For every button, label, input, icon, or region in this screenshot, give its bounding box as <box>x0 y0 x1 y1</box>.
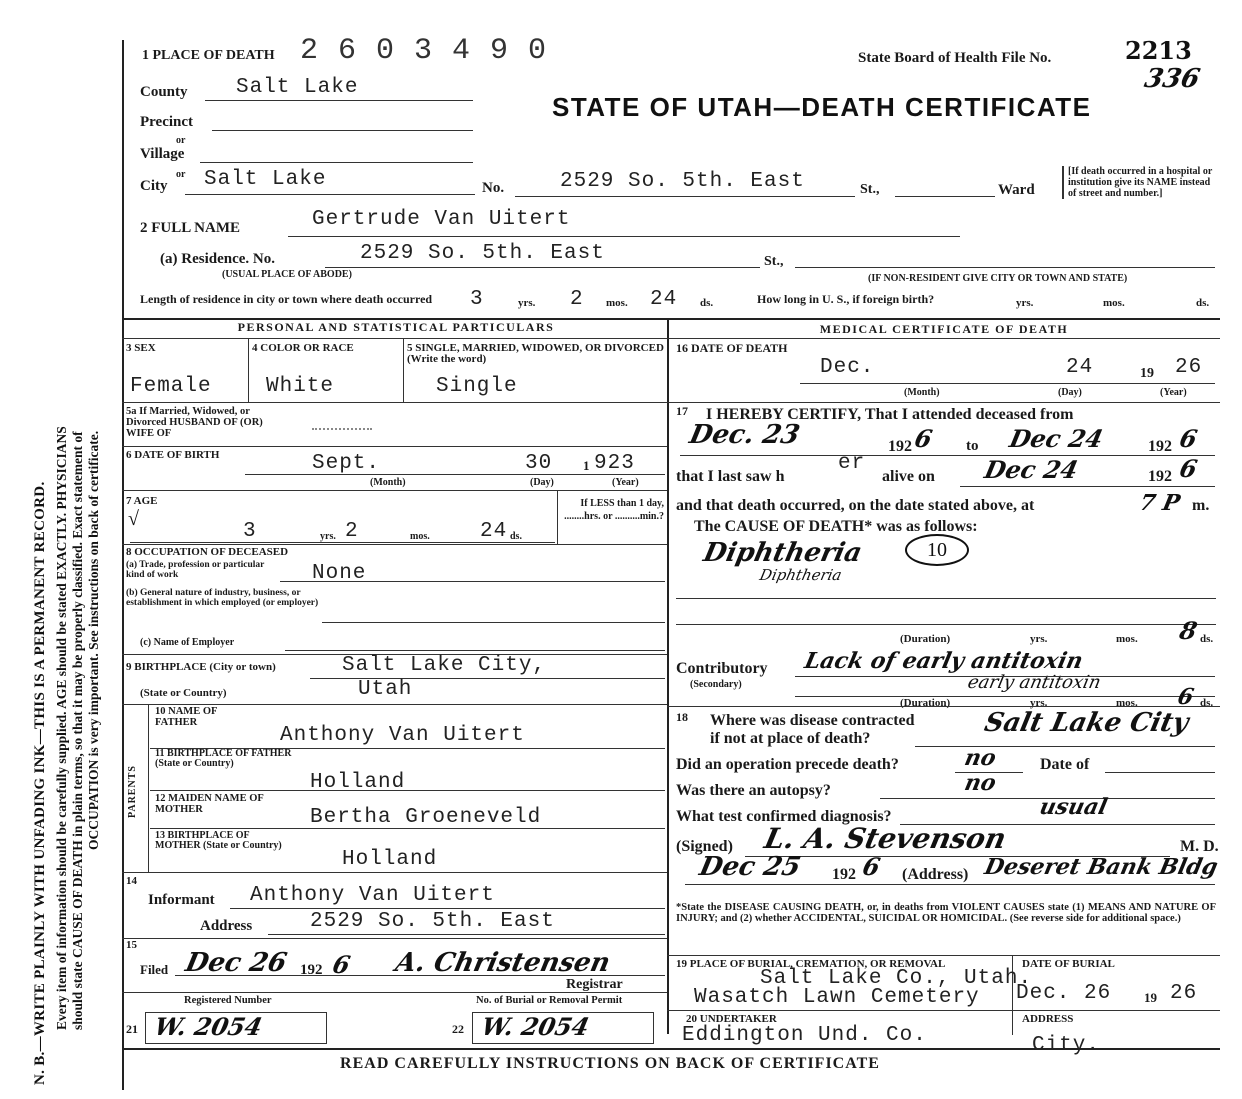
death-day-label: (Day) <box>1058 387 1082 398</box>
less-than-label: If LESS than 1 day, ........hrs. or ..........min.? <box>564 498 664 522</box>
dob-year-prefix: 1 <box>583 458 590 473</box>
duration-label-2: (Duration) <box>900 697 951 709</box>
age-days: 24 <box>480 520 508 543</box>
operation-label: Did an operation precede death? <box>676 756 899 773</box>
birthplace-state-label: (State or Country) <box>140 687 227 699</box>
registered-number: W. 2054 <box>151 1012 265 1041</box>
undertaker-address-label: ADDRESS <box>1022 1013 1074 1025</box>
cause-of-death-secondary: Diphtheria <box>758 566 844 584</box>
duration-days-value: 8 <box>1176 616 1200 645</box>
death-year-prefix: 19 <box>1140 366 1154 381</box>
state-file-number: 2213 <box>1125 36 1192 65</box>
registered-number-index: 21 <box>126 1022 138 1036</box>
length-residence-label: Length of residence in city or town where death occurred <box>140 292 433 306</box>
precinct-label: Precinct <box>140 114 194 130</box>
death-year-label: (Year) <box>1160 387 1187 398</box>
attended-to-date: Dec 24 <box>1006 424 1106 453</box>
signed-year-prefix: 192 <box>832 866 856 883</box>
undertaker-address: City. <box>1032 1034 1101 1057</box>
birthplace-label: 9 BIRTHPLACE (City or town) <box>126 661 276 673</box>
signed-year: 6 <box>859 852 883 881</box>
burial-year: 26 <box>1170 982 1198 1005</box>
age-checkmark: √ <box>128 508 139 530</box>
spouse-label: 5a If Married, Widowed, or Divorced HUSBAND OF (OR) WIFE OF <box>126 406 263 439</box>
medical-heading: MEDICAL CERTIFICATE OF DEATH <box>819 322 1069 336</box>
undertaker-name: Eddington Und. Co. <box>682 1024 927 1047</box>
mother-birthplace: Holland <box>342 848 438 871</box>
alive-on-date: Dec 24 <box>981 455 1081 484</box>
informant-address: 2529 So. 5th. East <box>310 910 555 933</box>
full-name-value: Gertrude Van Uitert <box>312 208 571 231</box>
sex-value: Female <box>130 375 212 398</box>
side-instruction-line2: Every item of information should be carefully supplied. AGE should be stated EXACTLY. PHYSICIANS <box>54 426 69 1030</box>
side-instruction-line3: should state CAUSE OF DEATH in plain terms, so that it may be properly classified. Exact statement of <box>70 431 85 1030</box>
length-years: 3 <box>470 288 484 311</box>
registered-number-label: Registered Number <box>184 995 272 1006</box>
certify-text: I HEREBY CERTIFY, That I attended deceased from <box>706 406 1074 423</box>
occupation-label: 8 OCCUPATION OF DECEASED <box>126 546 289 558</box>
duration-mos-2: mos. <box>1116 697 1138 709</box>
dob-label: 6 DATE OF BIRTH <box>126 449 220 461</box>
death-date-label: 16 DATE OF DEATH <box>676 341 788 355</box>
filed-year: 6 <box>329 950 353 979</box>
informant-name: Anthony Van Uitert <box>250 884 495 907</box>
sex-label: 3 SEX <box>126 342 156 354</box>
state-file-label: State Board of Health File No. <box>858 50 1052 66</box>
cause-label: The CAUSE OF DEATH* was as follows: <box>694 518 978 535</box>
death-month-label: (Month) <box>904 387 940 398</box>
death-occurred-label: and that death occurred, on the date stated above, at <box>676 497 1035 514</box>
duration-ds-1: ds. <box>1200 633 1214 645</box>
death-day: 24 <box>1066 356 1094 379</box>
place-of-death-label: 1 PLACE OF DEATH <box>142 48 275 63</box>
medical-footnote: *State the DISEASE CAUSING DEATH, or, in deaths from VIOLENT CAUSES state (1) MEANS AND NATURE OF INJURY; and (2) whether ACCIDENTAL, SUICIDAL OR HOMICIDAL. (See reverse side for additional space.) <box>676 902 1216 924</box>
informant-address-label: Address <box>200 918 253 934</box>
street-no-label: No. <box>482 180 505 196</box>
dob-year: 923 <box>594 452 635 475</box>
father-birthplace-label: 11 BIRTHPLACE OF FATHER (State or Country) <box>155 748 292 769</box>
burial-permit-number: W. 2054 <box>478 1012 592 1041</box>
dob-day-label: (Day) <box>530 477 554 488</box>
age-yrs-label: yrs. <box>320 531 336 542</box>
father-name-label: 10 NAME OF FATHER <box>155 706 218 728</box>
filed-year-prefix: 192 <box>300 962 323 978</box>
disease-number: 18 <box>676 710 688 724</box>
occupation-value: None <box>312 562 367 585</box>
death-time: 7 P <box>1137 490 1183 516</box>
cause-code-circle: 10 <box>905 534 969 566</box>
signed-label: (Signed) <box>676 838 733 855</box>
physician-address: Deseret Bank Bldg <box>982 854 1221 880</box>
death-month: Dec. <box>820 356 875 379</box>
duration-mos-1: mos. <box>1116 633 1138 645</box>
side-instruction-line4: OCCUPATION is very important. See instructions on back of certificate. <box>86 430 101 850</box>
color-label: 4 COLOR OR RACE <box>252 342 354 354</box>
burial-date: Dec. 26 <box>1016 982 1112 1005</box>
registrar-label: Registrar <box>566 977 623 992</box>
autopsy-label: Was there an autopsy? <box>676 782 831 799</box>
burial-year-prefix: 19 <box>1144 990 1157 1005</box>
city-label: City <box>140 178 168 194</box>
duration-yrs-2: yrs. <box>1030 697 1048 709</box>
age-years: 3 <box>243 520 257 543</box>
length-months: 2 <box>570 288 584 311</box>
undertaker-label: 20 UNDERTAKER <box>686 1013 777 1025</box>
us-residence-label: How long in U. S., if foreign birth? <box>757 292 935 306</box>
certify-number: 17 <box>676 404 688 418</box>
state-file-number-handwritten: 336 <box>1141 64 1203 94</box>
birthplace-city: Salt Lake City, <box>342 654 547 677</box>
mother-name-label: 12 MAIDEN NAME OF MOTHER <box>155 793 264 815</box>
burial-permit-index: 22 <box>452 1022 464 1036</box>
age-ds-label: ds. <box>510 531 522 542</box>
filed-label: Filed <box>140 962 169 977</box>
personal-heading: PERSONAL AND STATISTICAL PARTICULARS <box>237 320 555 334</box>
informant-number: 14 <box>126 875 137 887</box>
us-yrs-label: yrs. <box>1016 297 1034 309</box>
county-value: Salt Lake <box>236 76 359 99</box>
autopsy-value: no <box>962 770 999 796</box>
residence-sublabel: (USUAL PLACE OF ABODE) <box>222 269 352 280</box>
alive-on-label: alive on <box>882 468 935 485</box>
dob-day: 30 <box>525 452 553 475</box>
certificate-number: 2 6 0 3 4 9 0 <box>300 34 548 68</box>
parents-label: PARENTS <box>127 765 138 818</box>
duration-ds-2: ds. <box>1200 697 1214 709</box>
duration-label-1: (Duration) <box>900 633 951 645</box>
burial-place-label: 19 PLACE OF BURIAL, CREMATION, OR REMOVAL <box>676 958 946 970</box>
father-name: Anthony Van Uitert <box>280 724 525 747</box>
death-time-m: m. <box>1192 497 1210 514</box>
attended-to-label: to <box>966 438 979 454</box>
secondary-label: (Secondary) <box>690 679 742 690</box>
ward-note: [If death occurred in a hospital or institution give its NAME instead of street and number.] <box>1062 166 1220 199</box>
birthplace-state: Utah <box>358 678 413 701</box>
contributory-days-value: 6 <box>1175 684 1197 710</box>
attended-to-year-prefix: 192 <box>1148 438 1172 455</box>
test-value: usual <box>1037 794 1110 820</box>
contributory-label: Contributory <box>676 660 768 677</box>
age-label: 7 AGE <box>126 495 158 507</box>
disease-contracted-label2: if not at place of death? <box>710 730 871 747</box>
footer-instructions: READ CAREFULLY INSTRUCTIONS ON BACK OF CERTIFICATE <box>340 1055 880 1072</box>
or-label-2: or <box>176 169 186 180</box>
occupation-b-label: (b) General nature of industry, business, or establishment in which employed (or employer) <box>126 588 319 608</box>
informant-label: Informant <box>148 892 215 908</box>
spouse-value-smudge <box>312 428 372 436</box>
street-st-label: St., <box>860 182 880 197</box>
filed-date: Dec 26 <box>182 948 290 978</box>
dob-month: Sept. <box>312 452 381 475</box>
last-saw-er: er <box>838 452 866 475</box>
side-instruction-line1: N. B.—WRITE PLAINLY WITH UNFADING INK—THIS IS A PERMANENT RECORD. <box>32 481 48 1085</box>
dob-month-label: (Month) <box>370 477 406 488</box>
contributory-cause-secondary: early antitoxin <box>965 672 1103 693</box>
disease-contracted-label: Where was disease contracted <box>710 712 915 729</box>
county-label: County <box>140 84 188 100</box>
residence-st-label: St., <box>764 254 784 269</box>
age-months: 2 <box>345 520 359 543</box>
father-birthplace: Holland <box>310 771 406 794</box>
ward-label: Ward <box>998 182 1035 198</box>
length-days: 24 <box>650 288 678 311</box>
last-saw-label: that I last saw h <box>676 468 785 485</box>
attended-from-year: 6 <box>911 424 935 453</box>
operation-date-label: Date of <box>1040 756 1090 773</box>
physician-address-label: (Address) <box>902 866 969 883</box>
occupation-a-label: (a) Trade, profession or particular kind of work <box>126 560 265 580</box>
employer-label: (c) Name of Employer <box>140 637 235 648</box>
filed-number: 15 <box>126 939 137 951</box>
burial-permit-label: No. of Burial or Removal Permit <box>476 995 623 1006</box>
or-label-1: or <box>176 135 186 146</box>
attended-from-year-prefix: 192 <box>888 438 912 455</box>
length-yrs-label: yrs. <box>518 297 536 309</box>
md-label: M. D. <box>1180 838 1219 855</box>
us-ds-label: ds. <box>1196 297 1210 309</box>
residence-label: (a) Residence. No. <box>160 251 275 267</box>
operation-value: no <box>962 745 999 771</box>
duration-yrs-1: yrs. <box>1030 633 1048 645</box>
length-ds-label: ds. <box>700 297 714 309</box>
contributory-cause: Lack of early antitoxin <box>802 648 1086 674</box>
death-year: 26 <box>1175 356 1203 379</box>
burial-date-label: DATE OF BURIAL <box>1022 958 1115 970</box>
alive-year: 6 <box>1176 454 1200 483</box>
mother-birthplace-label: 13 BIRTHPLACE OF MOTHER (State or Country) <box>155 830 282 851</box>
residence-value: 2529 So. 5th. East <box>360 242 605 265</box>
village-label: Village <box>140 146 185 162</box>
registrar-signature: A. Christensen <box>392 948 613 978</box>
color-value: White <box>266 375 335 398</box>
alive-year-prefix: 192 <box>1148 468 1172 485</box>
cause-of-death: Diphtheria <box>700 538 865 568</box>
marital-value: Single <box>436 375 518 398</box>
age-mos-label: mos. <box>410 531 430 542</box>
signed-date: Dec 25 <box>696 852 804 882</box>
attended-to-year: 6 <box>1176 424 1200 453</box>
mother-name: Bertha Groeneveld <box>310 806 542 829</box>
disease-contracted-place: Salt Lake City <box>981 708 1192 738</box>
full-name-label: 2 FULL NAME <box>140 220 241 236</box>
burial-place-line1: Salt Lake Co., Utah. <box>760 967 1033 990</box>
nonresident-note: (IF NON-RESIDENT GIVE CITY OR TOWN AND STATE) <box>868 273 1128 284</box>
attended-from-date: Dec. 23 <box>686 420 803 450</box>
test-label: What test confirmed diagnosis? <box>676 808 892 825</box>
us-mos-label: mos. <box>1103 297 1125 309</box>
certificate-title: STATE OF UTAH—DEATH CERTIFICATE <box>552 92 1092 122</box>
physician-signature: L. A. Stevenson <box>761 822 1010 855</box>
length-mos-label: mos. <box>606 297 628 309</box>
marital-label: 5 SINGLE, MARRIED, WIDOWED, OR DIVORCED (Write the word) <box>407 342 664 365</box>
burial-place-line2: Wasatch Lawn Cemetery <box>694 986 980 1009</box>
city-value: Salt Lake <box>204 168 327 191</box>
dob-year-label: (Year) <box>612 477 639 488</box>
street-value: 2529 So. 5th. East <box>560 170 805 193</box>
